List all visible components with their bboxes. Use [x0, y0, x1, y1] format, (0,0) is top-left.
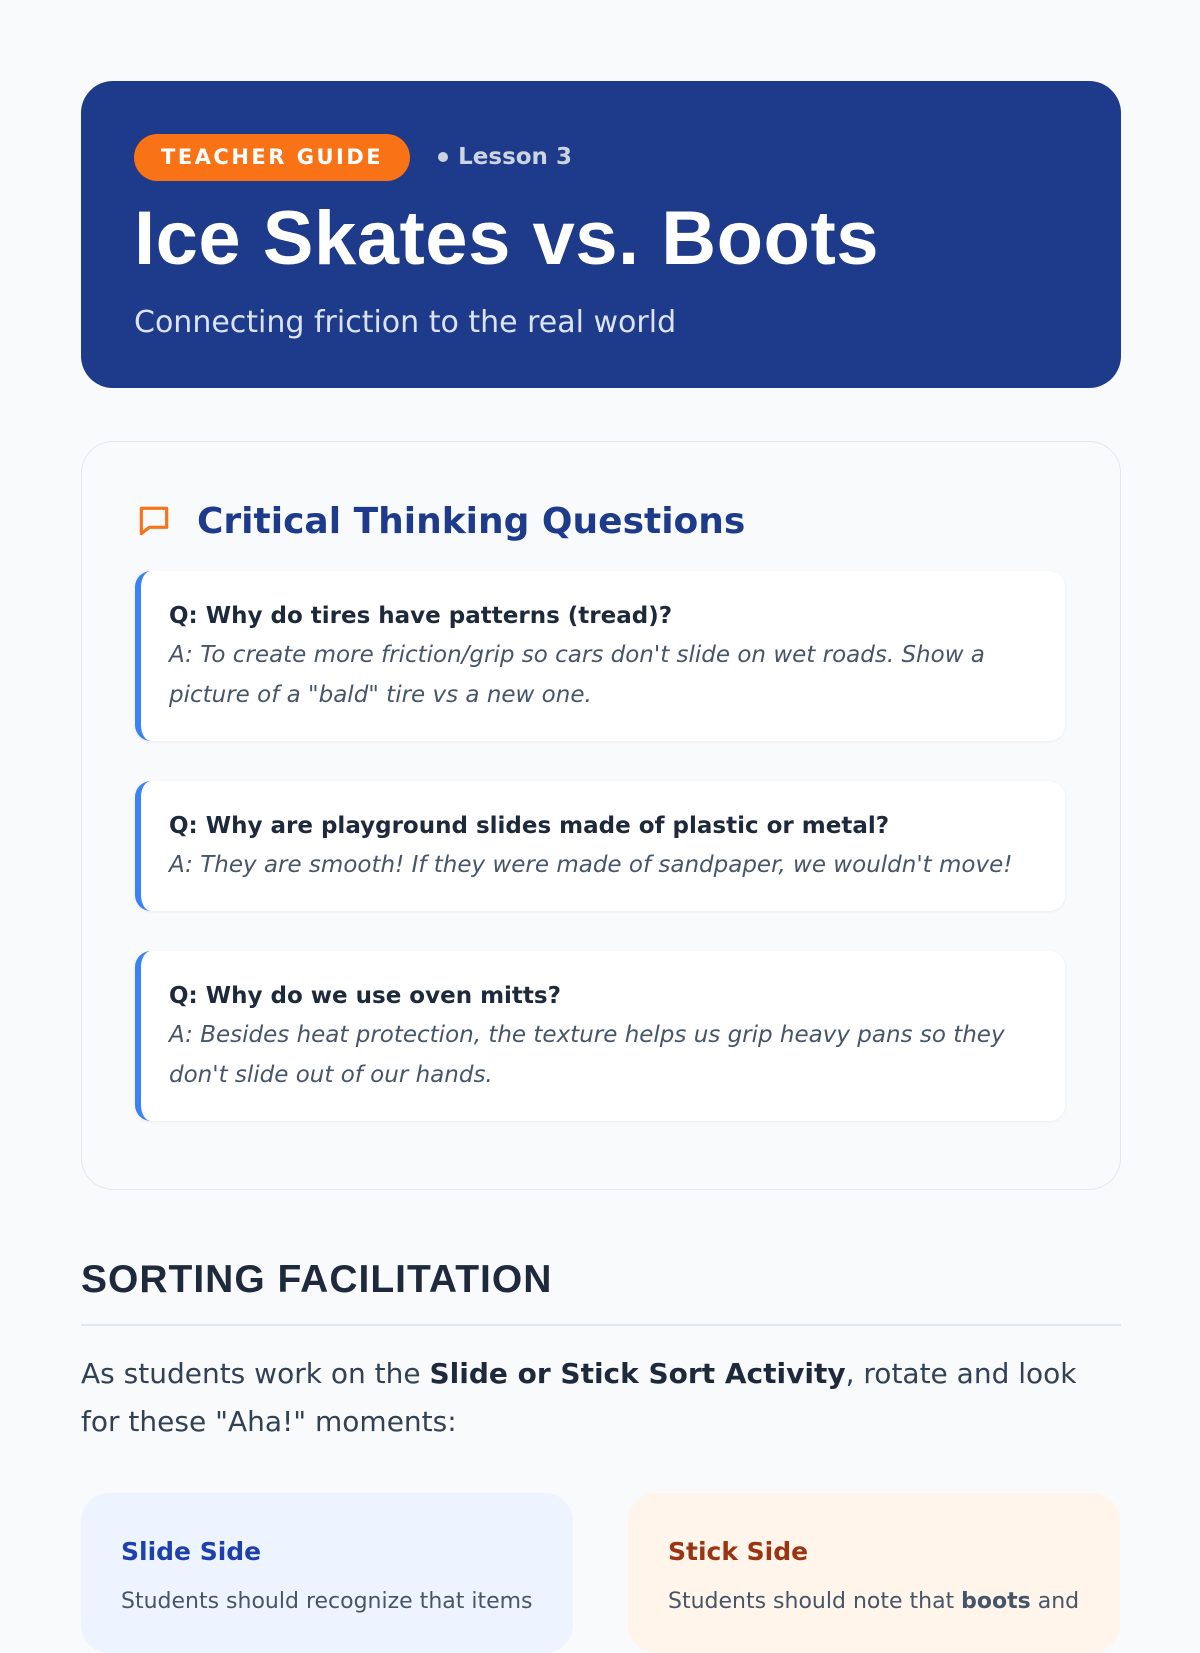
header-meta: [134, 133, 1068, 181]
lesson-header: [81, 81, 1121, 388]
page-subtitle: Connecting friction to the real world: [134, 305, 677, 340]
slide-side-card: [81, 1493, 573, 1653]
stick-text-start: Students should note that: [668, 1589, 962, 1614]
activity-name: Slide or Stick Sort Activity: [429, 1357, 846, 1390]
section-divider: [81, 1324, 1121, 1326]
question-card: [135, 571, 1065, 741]
answer-text: A: Besides heat protection, the texture helps us grip heavy pans so they don't slide out of our hands.: [169, 1022, 1005, 1088]
sorting-section-title: SORTING FACILITATION: [81, 1258, 553, 1301]
chat-bubble-icon: [135, 500, 177, 542]
question-card: [135, 781, 1065, 911]
question-text: Q: Why do we use oven mitts?: [169, 983, 561, 1009]
question-text: Q: Why are playground slides made of plastic or metal?: [169, 813, 890, 839]
section-title: Critical Thinking Questions: [197, 500, 746, 542]
stick-side-card: [628, 1493, 1120, 1653]
bullet-dot-icon: [438, 152, 448, 162]
answer-text: A: To create more friction/grip so cars don't slide on wet roads. Show a picture of a "bald" tire vs a new one.: [169, 642, 985, 708]
question-text: Q: Why do tires have patterns (tread)?: [169, 603, 673, 629]
section-header: [135, 498, 1067, 544]
lesson-number: Lesson 3: [458, 144, 572, 170]
critical-thinking-section: [81, 441, 1121, 1190]
sorting-intro: [81, 1350, 1121, 1446]
question-card: [135, 951, 1065, 1121]
answer-text: A: They are smooth! If they were made of sandpaper, we wouldn't move!: [169, 852, 1013, 878]
intro-text-end: , rotate and look for these "Aha!" moments:: [81, 1357, 1077, 1438]
slide-side-text: Students should recognize that items: [121, 1589, 533, 1614]
teacher-guide-badge: TEACHER GUIDE: [134, 134, 410, 181]
stick-text-bold: boots: [961, 1589, 1031, 1614]
stick-side-title: Stick Side: [668, 1537, 809, 1566]
intro-text-start: As students work on the: [81, 1357, 430, 1390]
stick-side-text: [668, 1586, 1080, 1618]
stick-text-end: and: [1030, 1589, 1080, 1614]
lesson-label: [438, 144, 572, 170]
slide-side-title: Slide Side: [121, 1537, 262, 1566]
page-title: Ice Skates vs. Boots: [134, 196, 880, 281]
